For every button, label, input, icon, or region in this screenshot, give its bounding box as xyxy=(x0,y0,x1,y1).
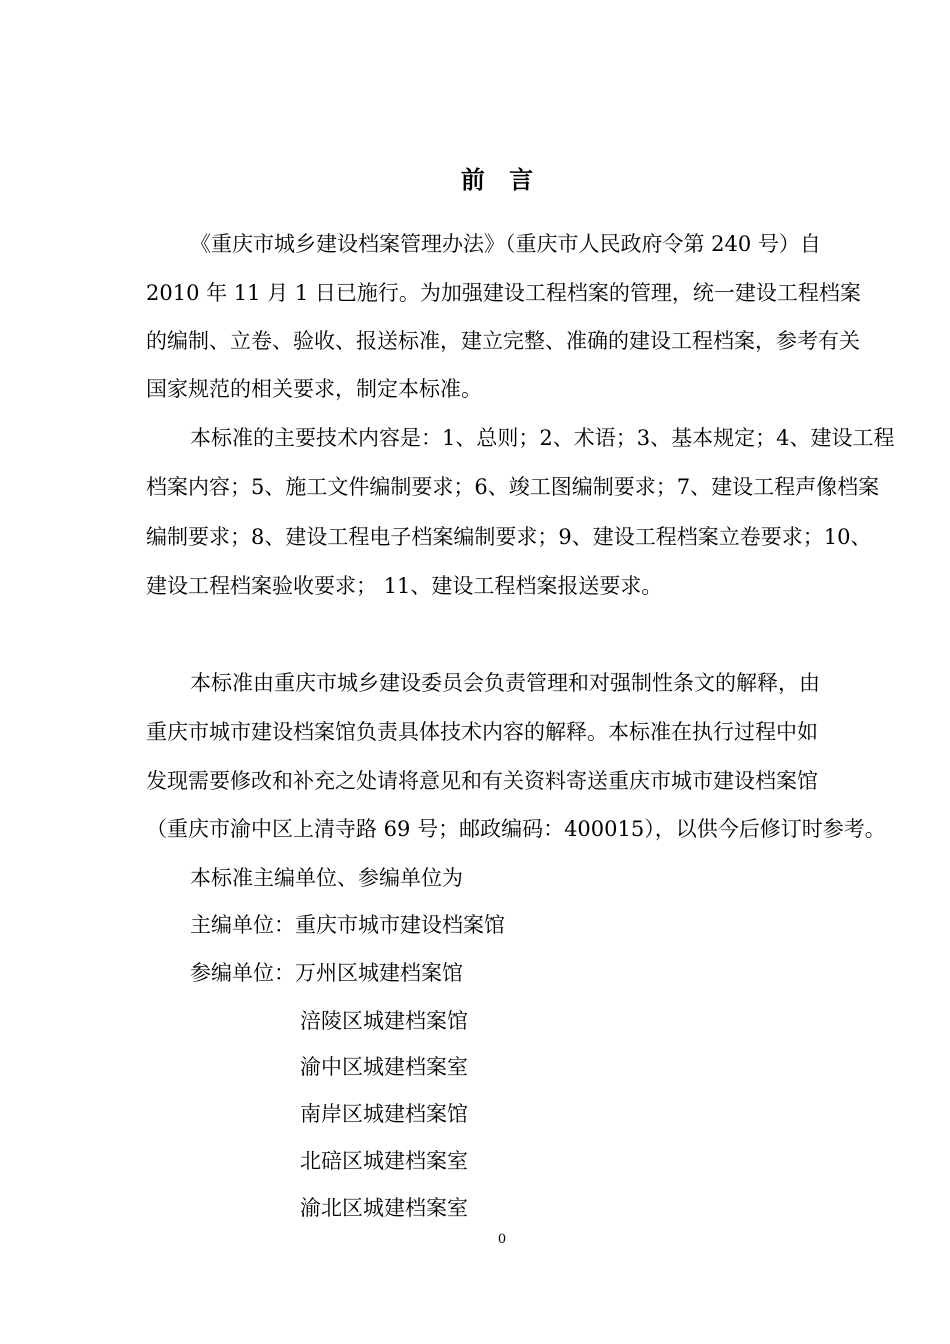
participant-editor-line: 参编单位：万州区城建档案馆 xyxy=(190,961,463,985)
paragraph-1-line-3: 的编制、立卷、验收、报送标准，建立完整、准确的建设工程档案，参考有关 xyxy=(146,329,860,353)
paragraph-2-line-1: 本标准的主要技术内容是：1、总则；2、术语；3、基本规定；4、建设工程 xyxy=(190,426,895,450)
paragraph-3-line-1: 本标准由重庆市城乡建设委员会负责管理和对强制性条文的解释，由 xyxy=(190,671,820,695)
participant-unit: 北碚区城建档案室 xyxy=(300,1149,468,1173)
editors-intro: 本标准主编单位、参编单位为 xyxy=(190,866,463,890)
paragraph-3-line-4: （重庆市渝中区上清寺路 69 号；邮政编码：400015），以供今后修订时参考。 xyxy=(146,817,886,841)
paragraph-1-line-4: 国家规范的相关要求，制定本标准。 xyxy=(146,377,482,401)
paragraph-3-line-2: 重庆市城市建设档案馆负责具体技术内容的解释。本标准在执行过程中如 xyxy=(146,720,818,744)
paragraph-2-line-4: 建设工程档案验收要求； 11、建设工程档案报送要求。 xyxy=(146,574,663,598)
paragraph-2-line-2: 档案内容；5、施工文件编制要求；6、竣工图编制要求；7、建设工程声像档案 xyxy=(146,475,880,499)
page-number: 0 xyxy=(497,1232,507,1247)
page-title: 前 言 xyxy=(460,165,542,194)
chief-editor-line: 主编单位：重庆市城市建设档案馆 xyxy=(190,913,505,937)
paragraph-3-line-3: 发现需要修改和补充之处请将意见和有关资料寄送重庆市城市建设档案馆 xyxy=(146,769,818,793)
participant-unit: 涪陵区城建档案馆 xyxy=(300,1009,468,1033)
participant-unit: 渝北区城建档案室 xyxy=(300,1196,468,1220)
participant-unit: 南岸区城建档案馆 xyxy=(300,1102,468,1126)
participant-unit: 渝中区城建档案室 xyxy=(300,1055,468,1079)
paragraph-1-line-2: 2010 年 11 月 1 日已施行。为加强建设工程档案的管理，统一建设工程档案 xyxy=(146,281,861,305)
paragraph-1-line-1: 《重庆市城乡建设档案管理办法》（重庆市人民政府令第 240 号）自 xyxy=(190,232,821,256)
paragraph-2-line-3: 编制要求；8、建设工程电子档案编制要求；9、建设工程档案立卷要求；10、 xyxy=(146,525,872,549)
